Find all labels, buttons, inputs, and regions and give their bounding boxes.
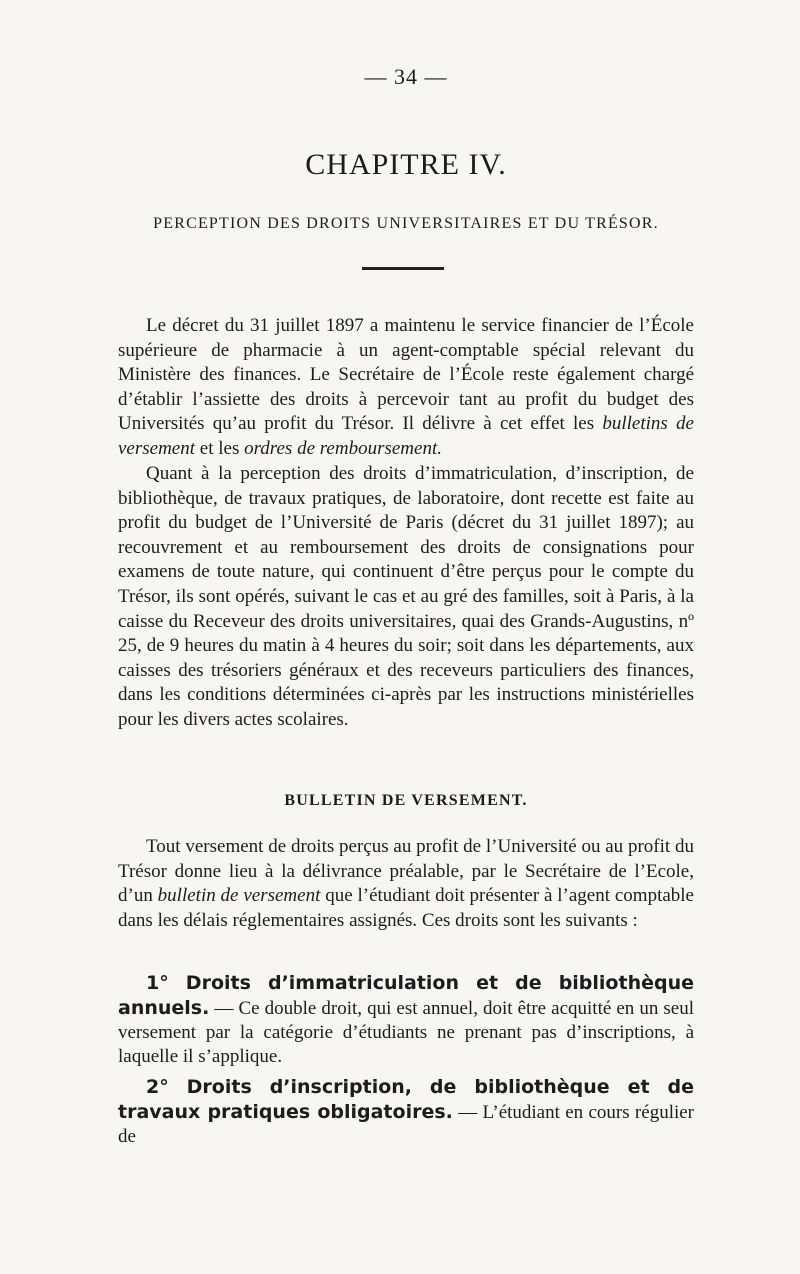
bulletin-paragraph [118, 835, 694, 933]
bulletin-heading: BULLETIN DE VERSEMENT. [284, 792, 528, 809]
bulletin-paragraph-start: Tout versement de droits perçus au profit de l’Université ou au profit du Trésor donne lieu à la délivrance préalable, par le Secrétaire de l’Ecole, d’un [118, 836, 694, 907]
paragraph-1-text-middle: et les [195, 437, 245, 459]
bulletins-versement-italic: bulletins de versement [118, 413, 694, 459]
rights-item-2-text: — L’étudiant en cours régulier de [118, 1102, 695, 1147]
bulletin-versement-italic: bulletin de versement [157, 885, 321, 907]
page-number: — 34 — [364, 64, 448, 89]
rights-item-2-heading: 2° Droits d’inscription, de bibliothèque et de travaux pratiques obligatoires. [118, 1076, 694, 1123]
rights-item-1-text: — Ce double droit, qui est annuel, doit être acquitté en un seul versement par la catégorie d’étudiants ne prenant pas d’inscriptions, à laquelle il s’applique. [118, 998, 694, 1067]
bulletin-paragraph-end: que l’étudiant doit présenter à l’agent comptable dans les délais réglementaires assignés. Ces droits sont les suivants : [118, 885, 694, 931]
rights-item-1 [118, 971, 694, 1069]
section-title: PERCEPTION DES DROITS UNIVERSITAIRES ET DU TRÉSOR. [153, 215, 659, 232]
rights-item-2 [118, 1075, 694, 1149]
rights-item-1-heading: 1° Droits d’immatriculation et de bibliothèque annuels. [118, 972, 694, 1019]
ordres-remboursement-italic: ordres de remboursement. [244, 437, 442, 459]
paragraph-1-text-start: Le décret du 31 juillet 1897 a maintenu le service financier de l’École supérieure de pharmacie à un agent-comptable spécial relevant du Ministère des finances. Le Secrétaire de l’École reste également chargé d’établir l’assiette des droits à percevoir tant au profit du budget des Universités qu’au profit du Trésor. Il délivre à cet effet les [118, 315, 694, 435]
chapter-title: CHAPITRE IV. [305, 148, 507, 181]
document-page [118, 0, 694, 1274]
paragraph-1 [118, 314, 694, 462]
paragraph-2: Quant à la perception des droits d’immatriculation, d’inscription, de bibliothèque, de travaux pratiques, de laboratoire, dont recette est faite au profit du budget de l’Université de Paris (décret du 31 juillet 1897); au recouvrement et au remboursement des droits de consignations pour examens de toute nature, qui continuent d’être perçus pour le compte du Trésor, ils sont opérés, suivant le cas et au gré des familles, soit à Paris, à la caisse du Receveur des droits universitaires, quai des Grands-Augustins, nº 25, de 9 heures du matin à 4 heures du soir; soit dans les départements, aux caisses des trésoriers généraux et des receveurs particuliers des finances, dans les conditions déterminées ci-après par les instructions ministérielles pour les divers actes scolaires. [118, 463, 694, 730]
section-divider [362, 267, 444, 270]
